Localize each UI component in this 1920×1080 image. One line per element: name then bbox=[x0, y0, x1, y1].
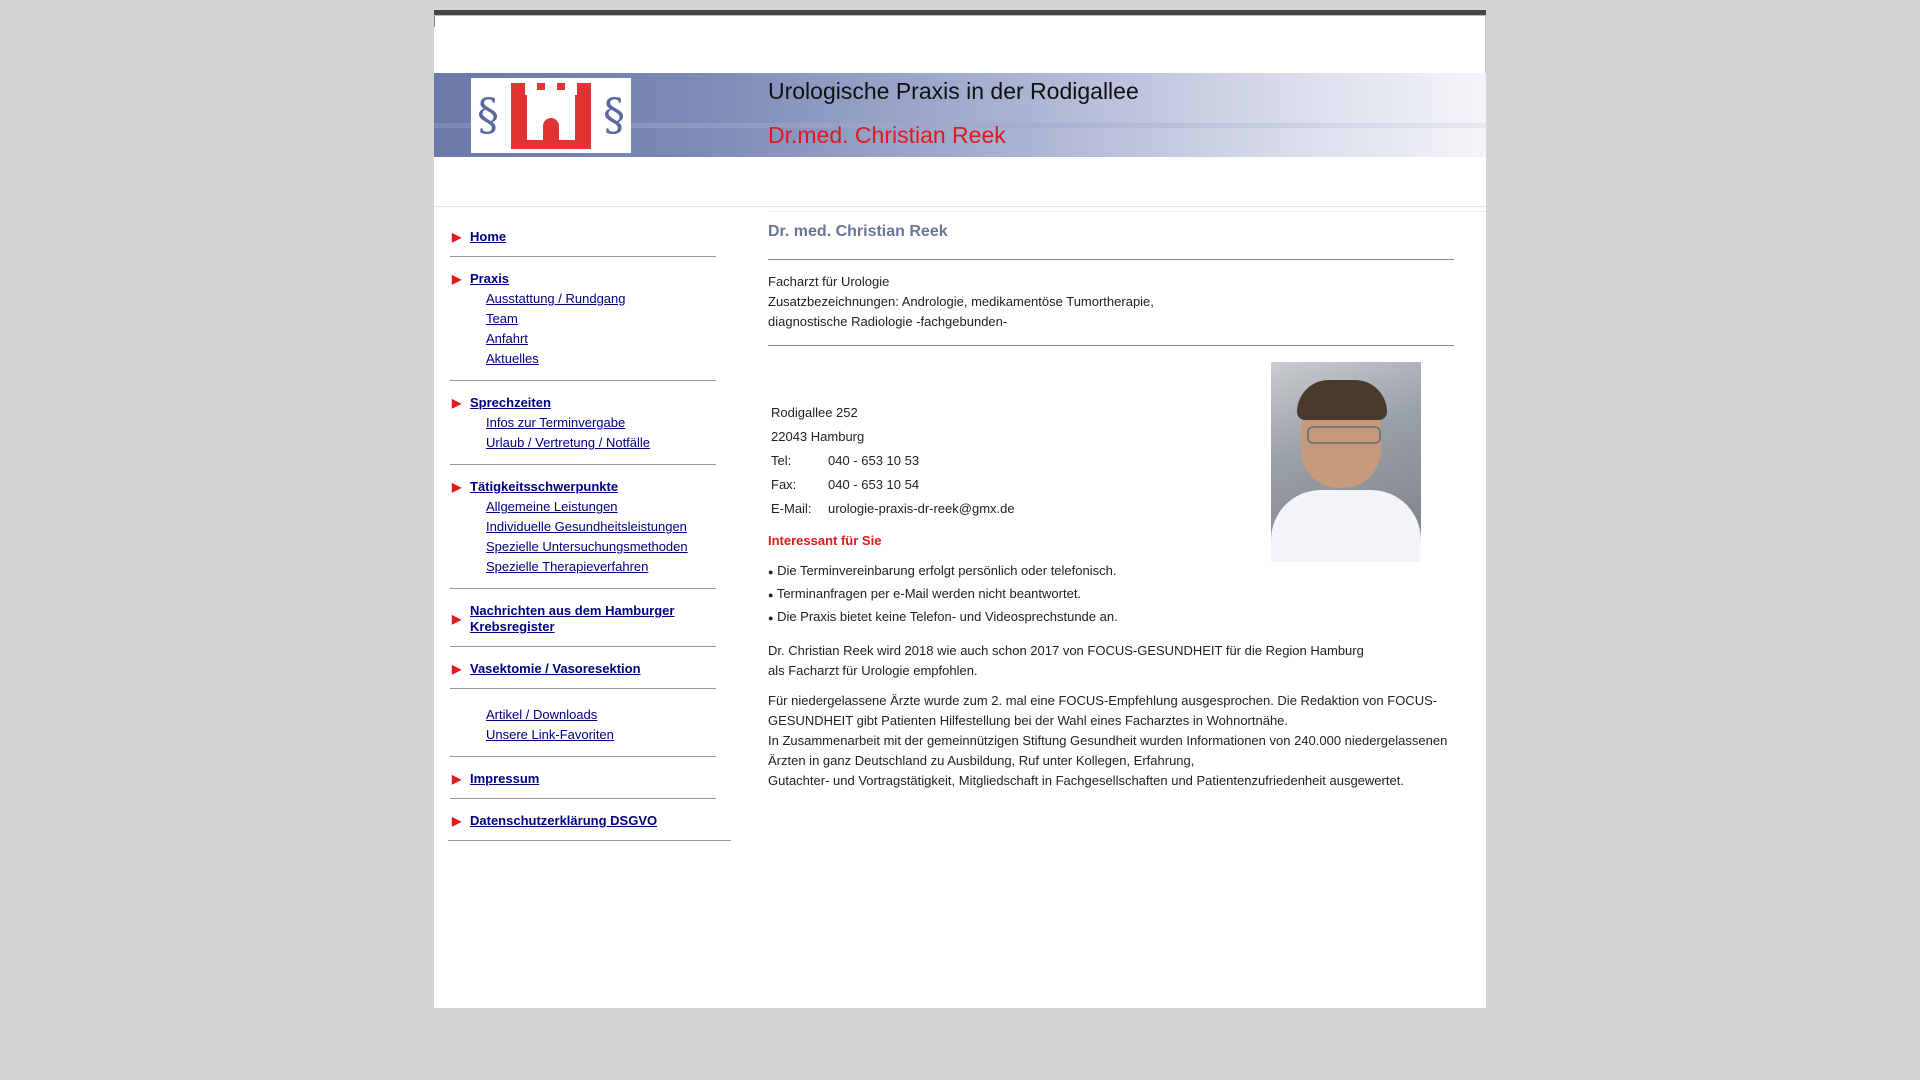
nav-group-impressum bbox=[450, 767, 716, 799]
nav-item-label: Praxis bbox=[470, 271, 510, 286]
nav-item-label: Vasektomie / Vasoresektion bbox=[470, 661, 641, 676]
nav-subitem-therapieverfahren[interactable]: Spezielle Therapieverfahren bbox=[486, 559, 649, 574]
nav-item-krebsregister[interactable] bbox=[450, 603, 716, 635]
arrow-right-icon: ▶ bbox=[452, 230, 462, 244]
castle-tower bbox=[545, 78, 557, 90]
list-item-text: Die Praxis bietet keine Telefon- und Videosprechstunde an. bbox=[777, 609, 1118, 624]
list-item-text: Die Terminvereinbarung erfolgt persönlich oder telefonisch. bbox=[777, 563, 1117, 578]
bullet-icon: ● bbox=[768, 567, 774, 577]
list-item bbox=[768, 583, 1454, 606]
paragraph-line: als Facharzt für Urologie empfohlen. bbox=[768, 663, 978, 678]
site-title: Urologische Praxis in der Rodigallee bbox=[768, 78, 1139, 104]
doctor-portrait-photo bbox=[1271, 362, 1421, 562]
nav-subitem-urlaub[interactable]: Urlaub / Vertretung / Notfälle bbox=[486, 435, 651, 450]
intro-line: Facharzt für Urologie bbox=[768, 274, 890, 289]
nav-group-sprechzeiten bbox=[450, 391, 716, 465]
contact-table bbox=[768, 401, 1018, 521]
nav-group-vasektomie bbox=[450, 657, 716, 689]
nav-subitem-ausstattung[interactable]: Ausstattung / Rundgang bbox=[486, 291, 626, 306]
info-paragraph bbox=[768, 691, 1454, 791]
nav-subitem-untersuchungsmethoden[interactable]: Spezielle Untersuchungsmethoden bbox=[486, 539, 688, 554]
paragraph-line: GESUNDHEIT gibt Patienten Hilfestellung bei der Wahl eines Facharztes in Wohnortnähe. bbox=[768, 713, 1289, 728]
nav-subitem-anfahrt[interactable]: Anfahrt bbox=[486, 331, 528, 346]
section-heading: Interessant für Sie bbox=[768, 533, 882, 548]
list-item bbox=[768, 560, 1454, 583]
nav-group-datenschutz bbox=[448, 809, 731, 841]
nav-item-home[interactable] bbox=[450, 229, 716, 245]
nav-item-label: Impressum bbox=[470, 771, 540, 786]
site-subtitle: Dr.med. Christian Reek bbox=[768, 122, 1006, 148]
nav-group-praxis bbox=[450, 267, 716, 381]
nav-item-sprechzeiten[interactable] bbox=[450, 395, 716, 411]
arrow-right-icon: ▶ bbox=[452, 396, 462, 410]
page-container bbox=[434, 10, 1486, 1008]
intro-line: diagnostische Radiologie -fachgebunden- bbox=[768, 314, 1008, 329]
tel-value: 040 - 653 10 53 bbox=[828, 453, 920, 468]
bullet-icon: ● bbox=[768, 613, 774, 623]
sidebar-nav bbox=[450, 225, 716, 851]
fax-label: Fax: bbox=[771, 477, 797, 492]
info-list bbox=[768, 560, 1454, 629]
nav-subitem-allgemeine-leistungen[interactable]: Allgemeine Leistungen bbox=[486, 499, 618, 514]
nav-group-taetigkeitsschwerpunkte bbox=[450, 475, 716, 589]
nav-item-label: Tätigkeitsschwerpunkte bbox=[470, 479, 619, 494]
nav-item-impressum[interactable] bbox=[450, 771, 716, 787]
arrow-right-icon: ▶ bbox=[452, 272, 462, 286]
nav-group-home bbox=[450, 225, 716, 257]
castle-door bbox=[543, 118, 559, 140]
paragraph-line: Gutachter- und Vortragstätigkeit, Mitgliedschaft in Fachgesellschaften und Patientenzufriedenheit ausgewertet. bbox=[768, 773, 1404, 788]
intro-text bbox=[768, 272, 1454, 332]
nav-item-label: Nachrichten aus dem Hamburger Krebsregister bbox=[470, 603, 675, 634]
rod-of-asclepius-icon: § bbox=[477, 90, 499, 141]
paragraph-line: Dr. Christian Reek wird 2018 wie auch schon 2017 von FOCUS-GESUNDHEIT für die Region Hamburg bbox=[768, 643, 1364, 658]
nav-item-vasektomie[interactable] bbox=[450, 661, 716, 677]
nav-subitem-aktuelles[interactable]: Aktuelles bbox=[486, 351, 539, 366]
divider bbox=[768, 345, 1454, 346]
email-value: urologie-praxis-dr-reek@gmx.de bbox=[828, 501, 1015, 516]
nav-subitem-terminvergabe[interactable]: Infos zur Terminvergabe bbox=[486, 415, 626, 430]
address-street: Rodigallee 252 bbox=[771, 405, 858, 420]
intro-line: Zusatzbezeichnungen: Andrologie, medikamentöse Tumortherapie, bbox=[768, 294, 1154, 309]
divider bbox=[769, 211, 1486, 212]
castle-tower bbox=[565, 83, 577, 95]
rod-of-asclepius-icon: § bbox=[603, 90, 625, 141]
nav-subitem-igel[interactable]: Individuelle Gesundheitsleistungen bbox=[486, 519, 687, 534]
nav-item-label: Sprechzeiten bbox=[470, 395, 551, 410]
nav-item-datenschutz[interactable] bbox=[450, 813, 731, 829]
nav-subitem-artikel-downloads[interactable]: Artikel / Downloads bbox=[486, 707, 598, 722]
photo-shirt bbox=[1271, 490, 1421, 562]
nav-subitem-team[interactable]: Team bbox=[486, 311, 518, 326]
arrow-right-icon: ▶ bbox=[452, 480, 462, 494]
arrow-right-icon: ▶ bbox=[452, 814, 462, 828]
nav-group-downloads bbox=[450, 699, 716, 757]
email-label: E-Mail: bbox=[771, 501, 812, 516]
nav-item-taetigkeitsschwerpunkte[interactable] bbox=[450, 479, 716, 495]
divider bbox=[768, 259, 1454, 260]
fax-value: 040 - 653 10 54 bbox=[828, 477, 920, 492]
nav-item-label: Home bbox=[470, 229, 507, 244]
top-bar-shadow bbox=[434, 15, 1486, 16]
nav-subitem-link-favoriten[interactable]: Unsere Link-Favoriten bbox=[486, 727, 614, 742]
divider bbox=[434, 206, 1486, 207]
arrow-right-icon: ▶ bbox=[452, 612, 462, 626]
photo-glasses bbox=[1307, 426, 1381, 444]
list-item-text: Terminanfragen per e-Mail werden nicht beantwortet. bbox=[776, 586, 1082, 601]
paragraph-line: In Zusammenarbeit mit der gemeinnützigen Stiftung Gesundheit wurden Informationen von 240.000 niedergelassenen bbox=[768, 733, 1448, 748]
divider bbox=[434, 16, 435, 27]
list-item bbox=[768, 606, 1454, 629]
arrow-right-icon: ▶ bbox=[452, 772, 462, 786]
focus-paragraph bbox=[768, 641, 1454, 681]
castle-tower bbox=[525, 83, 537, 95]
hamburg-coat-of-arms-logo bbox=[471, 78, 631, 153]
nav-item-label: Datenschutzerklärung DSGVO bbox=[470, 813, 658, 828]
page-title: Dr. med. Christian Reek bbox=[768, 223, 948, 240]
address-city: 22043 Hamburg bbox=[771, 429, 865, 444]
photo-hair bbox=[1297, 380, 1387, 420]
paragraph-line: Für niedergelassene Ärzte wurde zum 2. mal eine FOCUS-Empfehlung ausgesprochen. Die Redaktion von FOCUS- bbox=[768, 693, 1438, 708]
arrow-right-icon: ▶ bbox=[452, 662, 462, 676]
nav-item-praxis[interactable] bbox=[450, 271, 716, 287]
paragraph-line: Ärzten in ganz Deutschland zu Ausbildung, Ruf unter Kollegen, Erfahrung, bbox=[768, 753, 1195, 768]
tel-label: Tel: bbox=[771, 453, 792, 468]
nav-group-krebsregister bbox=[450, 599, 716, 647]
bullet-icon: ● bbox=[768, 590, 774, 600]
